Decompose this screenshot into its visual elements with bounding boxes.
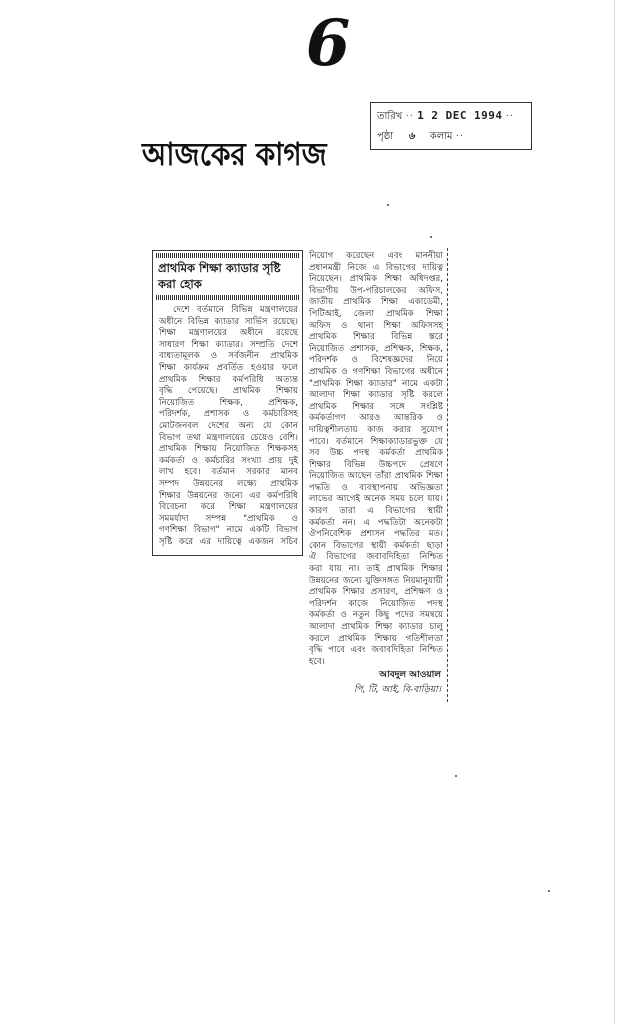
date-stamp [370,102,532,150]
text-line: উন্নয়নের জন্যে যুক্তিসঙ্গত নিয়মানুযায়ী [309,575,443,586]
stamp-column-label: কলাম [429,131,453,142]
text-line: প্রধানমন্ত্রী নিজে এ বিভাগের দায়িত্ব [309,262,443,273]
article-title-line: করা হোক [158,277,202,291]
page-edge-line [614,0,615,1024]
text-line: কর্মকর্তা নন। এ পদ্ধতিটা অনেকটা [309,517,443,528]
text-line: প্রাথমিক শিক্ষায় নিয়োজিত শিক্ষকসহ [159,444,298,455]
article-right-column [303,248,448,702]
text-line: শিক্ষা মন্ত্রণালয়ের অধীনে রয়েছে [159,328,298,339]
stamp-date-value: 1 2 DEC 1994 [417,109,503,122]
text-line: প্রাথমিক শিক্ষার সঙ্গে সংশ্লিষ্ট [309,401,443,412]
text-line: সৃষ্টি করে এর দায়িত্বে একজন সচিব [159,536,298,547]
text-line: পদ্ধতি ও ব্যবস্থাপনায় অভিজ্ঞতা [309,482,443,493]
text-line: লাভের আগেই অনেক সময় চলে যায়। [309,494,443,505]
text-line: করলে প্রাথমিক শিক্ষায় গতিশীলতা [309,633,443,644]
text-line: সম্পদ উন্নয়নের লক্ষ্যে প্রাথমিক [159,478,298,489]
text-line: দেশে বর্তমানে বিভিন্ন মন্ত্রণালয়ের [173,305,298,315]
text-line: বিভাগ তথা মন্ত্রণালয়ের চেয়েও বেশি। [159,432,298,443]
text-line: করা যায় না। তাই প্রাথমিক শিক্ষার [309,564,443,575]
text-line: আলাদা শিক্ষা ক্যাডার সৃষ্টি করলে [309,390,443,401]
text-line: সাধারণ শিক্ষা ক্যাডার। সম্প্রতি দেশে [159,339,298,350]
text-line: নিয়োজিত আছেন তাঁরা প্রাথমিক শিক্ষা [309,471,443,482]
text-line: কর্মকর্তা ও নতুন কিছু পদের সমন্বয়ে [309,610,443,621]
text-line: "প্রাথমিক শিক্ষা ক্যাডার" নামে একটা [309,378,443,389]
scan-speck [548,890,550,892]
text-line: পরিদর্শক ও বিশেষজ্ঞদের নিয়ে [309,355,443,366]
text-line: বৃদ্ধি পেয়েছে। প্রাথমিক শিক্ষায় [159,386,298,397]
article-title [158,260,298,294]
scan-speck [387,204,389,206]
stamp-dots: ·· [505,111,515,122]
text-line: সব উচ্চ পদস্থ কর্মকর্তা প্রাথমিক [309,448,443,459]
author-address: পি, টি, আই, বি-বাড়িয়া। [353,685,441,695]
stamp-date-label: তারিখ [377,111,403,122]
text-line: প্রাথমিক শিক্ষার বিভিন্ন স্তরে [309,332,443,343]
article-title-line: প্রাথমিক শিক্ষা ক্যাডার সৃষ্টি [158,261,281,275]
title-rule-top [156,253,299,258]
newspaper-masthead: আজকের কাগজ [142,135,327,174]
text-line: প্রাথমিক ও গণশিক্ষা বিভাগের অধীনে [309,366,443,377]
stamp-page-row [377,129,525,145]
text-line: জাতীয় প্রাথমিক শিক্ষা একাডেমী, [309,297,443,308]
text-line: লাখ হবে। বর্তমান সরকার মানব [159,467,298,478]
text-line: কারণ তারা এ বিভাগের স্থায়ী [309,506,443,517]
author-name: আবদুল আওয়াল [379,670,441,680]
text-line: বিভাগীয় উপ-পরিচালকের অফিস, [309,285,443,296]
scan-speck [455,775,457,777]
handwritten-page-number: 6 [305,6,351,81]
text-line: প্রাথমিক শিক্ষার কর্মপরিধি অত্যন্ত [159,374,298,385]
text-line: ঐ বিভাগের জবাবদিহিতা নিশ্চিত [309,552,443,563]
stamp-page-value: ৬ [408,131,415,142]
text-line: পাবে। বর্তমানে শিক্ষাক্যাডারভুক্ত যে [309,436,443,447]
text-line: কর্মকর্তাগণ আরও আন্তরিক ও [309,413,443,424]
stamp-dots: ·· [405,111,414,122]
text-line: নিয়েছেন। প্রাথমিক শিক্ষা অধিদপ্তর, [309,274,443,285]
text-line: কর্মকর্তা ও কর্মচারির সংখ্যা প্রায় দুই [159,455,298,466]
text-line: বাধ্যতামূলক ও সর্বজনীন প্রাথমিক [159,351,298,362]
text-line: সমমর্যাদা সম্পন্ন "প্রাথমিক ও [159,513,298,524]
text-line: শিক্ষার উন্নয়নের জন্যে এর কর্মপরিধি [159,490,298,501]
text-line: পরিদর্শন কাজে নিয়োজিত পদস্থ [309,598,443,609]
text-line: অধীনে বিভিন্ন ক্যাডার সার্ভিস রয়েছে। [159,316,298,327]
stamp-page-label: পৃষ্ঠা [377,131,394,142]
text-line: পরিদর্শক, প্রশাসক ও কর্মচারিসহ [159,409,298,420]
text-line: নিয়োজিত প্রশাসক, প্রশিক্ষক, শিক্ষক, [309,343,443,354]
left-column-body [159,305,298,551]
text-line: অফিস ও থানা শিক্ষা অফিসসহ [309,320,443,331]
text-line: প্রাথমিক শিক্ষার প্রসারণ, প্রশিক্ষণ ও [309,587,443,598]
text-line: কোন বিভাগের স্থায়ী কর্মকর্তা ছাড়া [309,540,443,551]
text-line: দায়িত্বশীলতায় কাজ করার সুযোগ [309,424,443,435]
text-line: নিয়োজিত শিক্ষক, প্রশিক্ষক, [159,397,298,408]
text-line: মোটজনবল দেশের অন্য যে কোন [159,420,298,431]
scan-speck [430,236,432,238]
author-signature [309,668,441,700]
text-line: শিক্ষা কার্যক্রম প্রবর্তিত হওয়ার ফলে [159,362,298,373]
text-line: গণশিক্ষা বিভাগ" নামে একটি বিভাগ [159,525,298,536]
text-line: পিটিআই, জেলা প্রাথমিক শিক্ষা [309,308,443,319]
right-column-body [309,251,443,667]
article-left-column [152,250,303,556]
text-line: শিক্ষার বিভিন্ন উচ্চপদে প্রেষণে [309,459,443,470]
text-line: আলাদা প্রাথমিক শিক্ষা ক্যাডার চালু [309,622,443,632]
title-rule-bottom [156,295,299,300]
text-line: বৃদ্ধি পাবে এবং জবাবদিহিতা নিশ্চিত [309,645,443,656]
stamp-dots: ·· [455,131,465,142]
text-line: বিবেচনা করে শিক্ষা মন্ত্রণালয়ের [159,502,298,513]
text-line: ঔপনিবেশিক প্রশাসন পদ্ধতির মত। [309,529,443,540]
text-line: নিয়োগ করেছেন এবং মাননীয়া [309,251,443,261]
text-line: হবে। [309,656,325,667]
stamp-date-row [377,108,525,124]
